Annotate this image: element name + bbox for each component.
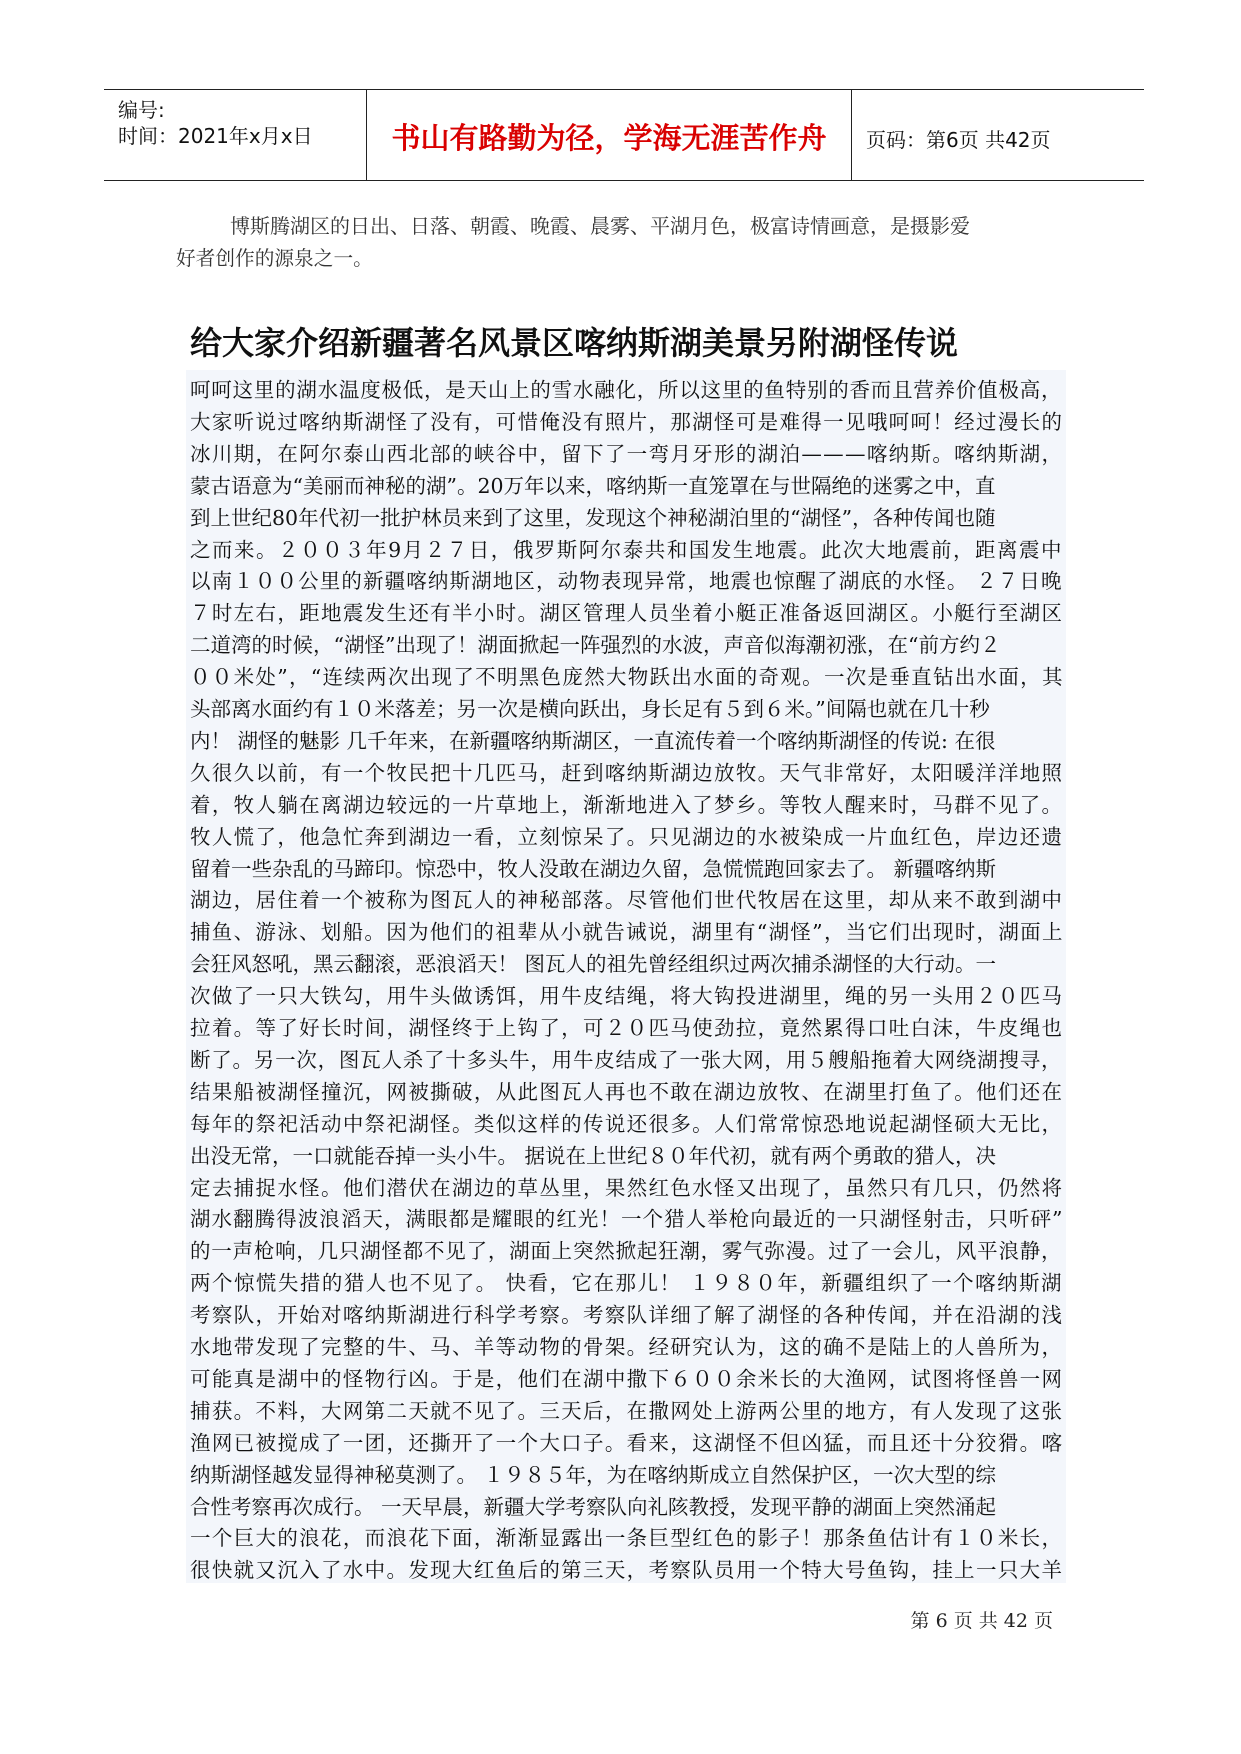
- article-line: 蒙古语意为“美丽而神秘的湖”。20万年以来，喀纳斯一直笼罩在与世隔绝的迷雾之中，直: [190, 473, 996, 498]
- article-line: 大家听说过喀纳斯湖怪了没有，可惜俺没有照片，那湖怪可是难得一见哦呵呵！经过漫长的: [190, 409, 1064, 434]
- article-line: 定去捕捉水怪。他们潜伏在湖边的草丛里，果然红色水怪又出现了，虽然只有几只，仍然将: [190, 1175, 1064, 1200]
- article-line: 内！ 湖怪的魅影 几千年来，在新疆喀纳斯湖区，一直流传着一个喀纳斯湖怪的传说: 在很: [190, 728, 996, 753]
- article-line: 捕鱼、游泳、划船。因为他们的祖辈从小就告诫说，湖里有“湖怪”，当它们出现时，湖面上: [190, 920, 1064, 945]
- header-middle-cell: [366, 90, 852, 180]
- article-line: 渔网已被搅成了一团，还撕开了一个大口子。看来，这湖怪不但凶猛，而且还十分狡猾。喀: [190, 1430, 1064, 1455]
- article-line: 到上世纪80年代初一批护林员来到了这里，发现这个神秘湖泊里的“湖怪”，各种传闻也随: [190, 505, 996, 530]
- article-line: 水地带发现了完整的牛、马、羊等动物的骨架。经研究认为，这的确不是陆上的人兽所为，: [190, 1335, 1064, 1359]
- article-line: 捕获。不料，大网第二天就不见了。三天后，在撒网处上游两公里的地方，有人发现了这张: [190, 1398, 1064, 1423]
- article-line: 出没无常，一口就能吞掉一头小牛。 据说在上世纪８０年代初，就有两个勇敢的猎人，决: [190, 1143, 997, 1168]
- article-line: 呵呵这里的湖水温度极低，是天山上的雪水融化，所以这里的鱼特别的香而且营养价值极高，: [190, 378, 1063, 402]
- article-line: 考察队，开始对喀纳斯湖进行科学考察。考察队详细了解了湖怪的各种传闻，并在沿湖的浅: [190, 1303, 1064, 1328]
- article-line: 湖水翻腾得波浪滔天，满眼都是耀眼的红光！一个猎人举枪向最近的一只湖怪射击，只听砰”: [190, 1207, 1064, 1232]
- article-title: 给大家介绍新疆著名风景区喀纳斯湖美景另附湖怪传说: [190, 324, 959, 362]
- article-line: 着，牧人躺在离湖边较远的一片草地上，渐渐地进入了梦乡。等牧人醒来时，马群不见了。: [190, 792, 1064, 817]
- intro-line: 博斯腾湖区的日出、日落、朝霞、晚霞、晨雾、平湖月色，极富诗情画意，是摄影爱: [230, 214, 970, 238]
- article-line: 很快就又沉入了水中。发现大红鱼后的第三天，考察队员用一个特大号鱼钩，挂上一只大羊: [190, 1558, 1064, 1583]
- article-line: 牧人慌了，他急忙奔到湖边一看，立刻惊呆了。只见湖边的水被染成一片血红色，岸边还遗: [190, 824, 1064, 849]
- article-line: 可能真是湖中的怪物行凶。于是，他们在湖中撒下６００余米长的大渔网，试图将怪兽一网: [190, 1366, 1064, 1391]
- intro-line: 好者创作的源泉之一。: [176, 246, 373, 270]
- article-line: 一个巨大的浪花，而浪花下面，渐渐显露出一条巨型红色的影子！那条鱼估计有１０米长，: [190, 1526, 1064, 1551]
- article-line: 久很久以前，有一个牧民把十几匹马，赶到喀纳斯湖边放牧。天气非常好，太阳暖洋洋地照: [190, 760, 1064, 785]
- article-line: ７时左右，距地震发生还有半小时。湖区管理人员坐着小艇正准备返回湖区。小艇行至湖区: [190, 601, 1064, 626]
- article-line: 留着一些杂乱的马蹄印。惊恐中，牧人没敢在湖边久留，急慌慌跑回家去了。 新疆喀纳斯: [190, 856, 997, 881]
- intro-paragraph: [176, 210, 1070, 274]
- header-left-cell: [104, 90, 366, 180]
- article-line: ００米处”，“连续两次出现了不明黑色庞然大物跃出水面的奇观。一次是垂直钻出水面，其: [190, 665, 1064, 690]
- article-line: 次做了一只大铁勾，用牛头做诱饵，用牛皮结绳，将大钩投进湖里，绳的另一头用２０匹马: [190, 984, 1064, 1009]
- header-motto: 书山有路勤为径，学海无涯苦作舟: [391, 121, 827, 155]
- page-header: [104, 89, 1144, 181]
- page-footer: 第 6 页 共 42 页: [910, 1610, 1053, 1632]
- article-line: 之而来。２００３年9月２７日，俄罗斯阿尔泰共和国发生地震。此次大地震前，距离震中: [190, 537, 1064, 562]
- article-line: 两个惊慌失措的猎人也不见了。 快看，它在那儿！ １９８０年，新疆组织了一个喀纳斯湖: [190, 1271, 1064, 1296]
- article-body: [186, 370, 1066, 1583]
- article-line: 断了。另一次，图瓦人杀了十多头牛，用牛皮结成了一张大网，用５艘船拖着大网绕湖搜寻，: [190, 1047, 1063, 1072]
- article-line: 二道湾的时候，“湖怪”出现了！湖面掀起一阵强烈的水波，声音似海潮初涨，在“前方约２: [190, 633, 1001, 658]
- article-line: 结果船被湖怪撞沉，网被撕破，从此图瓦人再也不敢在湖边放牧、在湖里打鱼了。他们还在: [190, 1079, 1064, 1104]
- article-line: 冰川期，在阿尔泰山西北部的峡谷中，留下了一弯月牙形的湖泊———喀纳斯。喀纳斯湖，: [190, 441, 1064, 466]
- article-line: 以南１００公里的新疆喀纳斯湖地区，动物表现异常，地震也惊醒了湖底的水怪。 ２７日晚: [190, 569, 1063, 594]
- article-line: 纳斯湖怪越发显得神秘莫测了。 １９８５年，为在喀纳斯成立自然保护区，一次大型的综: [190, 1462, 997, 1487]
- article-line: 湖边，居住着一个被称为图瓦人的神秘部落。尽管他们世代牧居在这里，却从来不敢到湖中: [190, 888, 1064, 913]
- article-line: 会狂风怒吼，黑云翻滚，恶浪滔天！ 图瓦人的祖先曾经组织过两次捕杀湖怪的大行动。一: [190, 952, 997, 977]
- article-line: 每年的祭祀活动中祭祀湖怪。类似这样的传说还很多。人们常常惊恐地说起湖怪硕大无比，: [190, 1111, 1064, 1136]
- article-line: 头部离水面约有１０米落差；另一次是横向跃出，身长足有５到６米。”间隔也就在几十秒: [190, 697, 990, 721]
- article-line: 合性考察再次成行。 一天早晨，新疆大学考察队向礼陔教授，发现平静的湖面上突然涌起: [190, 1494, 997, 1519]
- article-line: 的一声枪响，几只湖怪都不见了，湖面上突然掀起狂潮，雾气弥漫。过了一会儿，风平浪静，: [190, 1239, 1063, 1264]
- document-time-label: 时间：2021年x月x日: [118, 124, 313, 148]
- article-line: 拉着。等了好长时间，湖怪终于上钩了，可２０匹马使劲拉，竟然累得口吐白沫，牛皮绳也: [190, 1016, 1064, 1040]
- header-right-cell: [852, 90, 1144, 180]
- header-page-code: 页码：第6页 共42页: [866, 128, 1051, 152]
- document-number-label: 编号:: [118, 98, 165, 122]
